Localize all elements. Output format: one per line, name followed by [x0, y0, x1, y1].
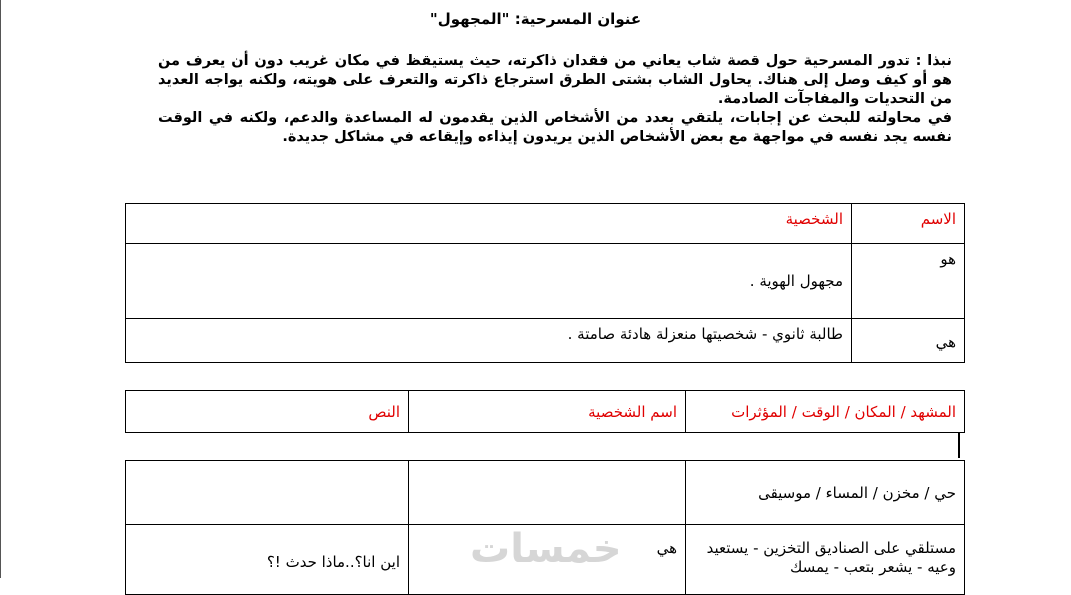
- synopsis: [158, 52, 952, 147]
- header-character: الشخصية: [126, 204, 852, 244]
- character-row: [126, 244, 965, 319]
- scene-cell: مستلقي على الصناديق التخزين - يستعيد وعيه - يشعر بتعب - يمسك: [686, 525, 965, 595]
- characters-table: [125, 203, 965, 363]
- character-cell: هي: [409, 525, 686, 595]
- watermark-logo: خمسات: [470, 526, 622, 572]
- character-cell: [409, 461, 686, 525]
- character-name: [852, 319, 965, 363]
- play-title: عنوان المسرحية: "المجهول": [429, 10, 642, 28]
- character-description: طالبة ثانوي - شخصيتها منعزلة هادئة صامتة .: [126, 319, 852, 363]
- characters-header-row: [126, 204, 965, 244]
- text-cell: [126, 461, 409, 525]
- header-text: النص: [126, 391, 409, 433]
- header-scene: المشهد / المكان / الوقت / المؤثرات: [686, 391, 965, 433]
- scene-cell: حي / مخزن / المساء / موسيقى: [686, 461, 965, 525]
- synopsis-paragraph-1: نبذا : تدور المسرحية حول قصة شاب يعاني من فقدان ذاكرته، حيث يستيقظ في مكان غريب دون أن يعرف من هو أو كيف وصل إلى هناك. يحاول الشاب بشتى الطرق استرجاع ذاكرته والتعرف على هويته، ولكنه يواجه العديد من التحديات والمفاجآت الصادمة.: [158, 53, 952, 107]
- character-description: [126, 244, 852, 319]
- synopsis-paragraph-2: في محاولته للبحث عن إجابات، يلتقي بعدد من الأشخاص الذين يقدمون له المساعدة والدعم، ولكنه في الوقت نفسه يجد نفسه في مواجهة مع بعض الأشخاص الذين يريدون إيذاءه وإيقاعه في مشاكل جديدة.: [158, 110, 952, 145]
- character-name: هو: [852, 244, 965, 319]
- character-row: [126, 319, 965, 363]
- page-edge: [0, 0, 1, 578]
- header-name: الاسم: [852, 204, 965, 244]
- character-description-text: مجهول الهوية .: [749, 272, 843, 290]
- scene-row: [126, 461, 965, 525]
- scene-header-table: [125, 390, 965, 433]
- text-cell: اين انا؟..ماذا حدث !؟: [126, 525, 409, 595]
- table-connector-line: [958, 432, 960, 458]
- scene-header-row: [126, 391, 965, 433]
- character-name-text: هي: [935, 333, 956, 351]
- header-character-name: اسم الشخصية: [409, 391, 686, 433]
